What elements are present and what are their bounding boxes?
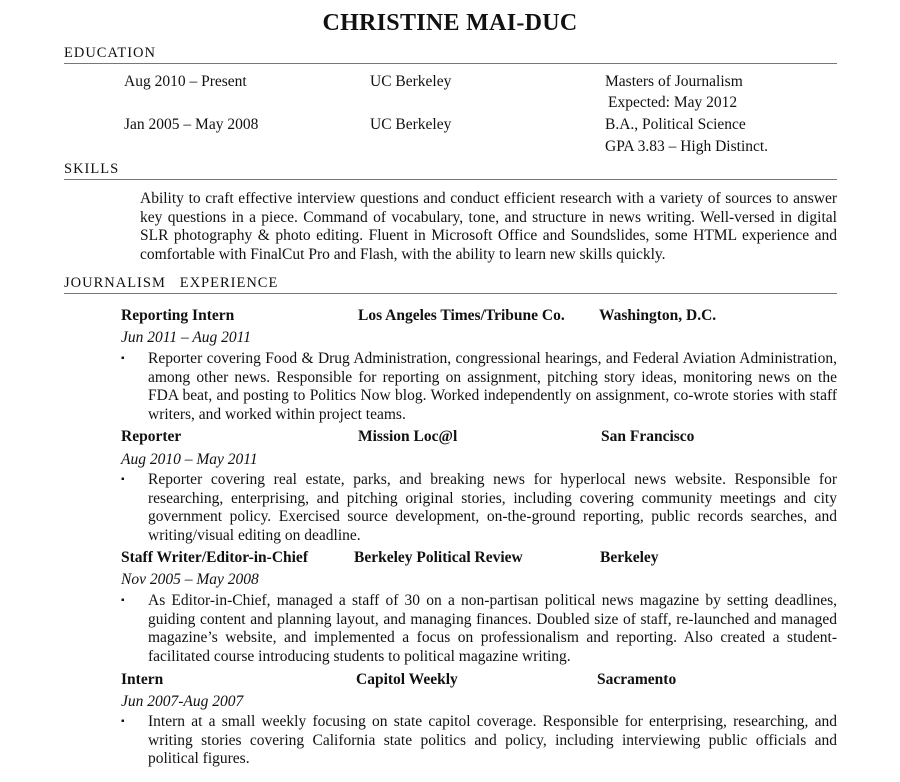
job-dates: Jun 2007-Aug 2007 <box>121 693 244 710</box>
bullet-icon: ▪ <box>121 595 125 606</box>
education-degree: Masters of Journalism <box>605 73 743 90</box>
education-dates: Jan 2005 – May 2008 <box>124 116 259 133</box>
job-description: Reporter covering Food & Drug Administration, congressional hearings, and Federal Aviation Administration, among other news. Responsible for reporting on assignment, pitching story ideas, monitoring news on the FDA beat, and posting to Politics Now blog. Worked independently on assignment, co-wrote stories with staff writers, and worked within project teams. <box>148 350 837 423</box>
education-heading: EDUCATION <box>64 45 837 64</box>
job-organization: Mission Loc@l <box>358 428 458 445</box>
job-title: Reporter <box>121 428 182 445</box>
experience-heading: JOURNALISM EXPERIENCE <box>64 275 837 294</box>
job-dates: Nov 2005 – May 2008 <box>121 571 259 588</box>
bullet-icon: ▪ <box>121 716 125 727</box>
job-location: Sacramento <box>597 671 677 688</box>
education-detail: GPA 3.83 – High Distinct. <box>605 138 769 155</box>
job-dates: Aug 2010 – May 2011 <box>121 451 258 468</box>
education-dates: Aug 2010 – Present <box>124 73 247 90</box>
job-title: Staff Writer/Editor-in-Chief <box>121 549 308 566</box>
skills-heading: SKILLS <box>64 161 837 180</box>
bullet-icon: ▪ <box>121 353 125 364</box>
job-description: Reporter covering real estate, parks, and breaking news for hyperlocal news website. Responsible for researching, enterprising, and pitching original stories, including covering community meetings and city government policy. Exercised source development, on-the-ground reporting, public records searches, and writing/visual editing on deadline. <box>148 471 837 544</box>
bullet-icon: ▪ <box>121 474 125 485</box>
job-description: As Editor-in-Chief, managed a staff of 30 on a non-partisan political news magazine by setting deadlines, guiding content and planning layout, and managing finances. Doubled size of staff, re-launched and managed magazine’s website, and implemented a focus on professionalism and reporting. Also created a student-facilitated course introducing students to political magazine writing. <box>148 592 837 665</box>
job-organization: Berkeley Political Review <box>354 549 523 566</box>
education-school: UC Berkeley <box>370 116 452 133</box>
job-organization: Capitol Weekly <box>356 671 458 688</box>
job-title: Reporting Intern <box>121 307 235 324</box>
job-organization: Los Angeles Times/Tribune Co. <box>358 307 565 324</box>
education-school: UC Berkeley <box>370 73 452 90</box>
job-description: Intern at a small weekly focusing on state capitol coverage. Responsible for enterprising, researching, and writing stories covering California state politics and policy, including interviewing public officials and political figures. <box>148 713 837 767</box>
job-dates: Jun 2011 – Aug 2011 <box>121 329 252 346</box>
resume-name: CHRISTINE MAI-DUC <box>322 10 578 36</box>
education-degree: B.A., Political Science <box>605 116 746 133</box>
education-detail: Expected: May 2012 <box>608 94 738 111</box>
skills-text: Ability to craft effective interview questions and conduct efficient research with a variety of sources to answer key questions in a piece. Command of vocabulary, tone, and structure in news writing. Well-versed in digital SLR photography & photo editing. Fluent in Microsoft Office and Soundslides, some HTML experience and comfortable with FinalCut Pro and Flash, with the ability to learn new skills quickly. <box>140 190 837 263</box>
job-location: San Francisco <box>601 428 695 445</box>
job-title: Intern <box>121 671 164 688</box>
job-location: Washington, D.C. <box>599 307 717 324</box>
job-location: Berkeley <box>600 549 659 566</box>
